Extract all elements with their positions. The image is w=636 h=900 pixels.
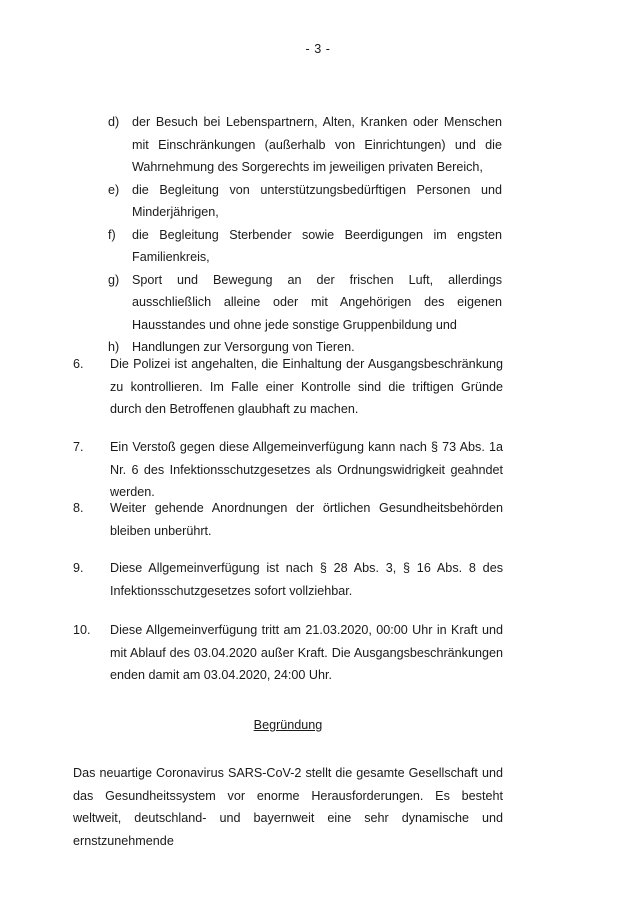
numbered-item [73, 497, 503, 542]
numbered-item [73, 436, 503, 504]
item-text: Diese Allgemeinverfügung tritt am 21.03.2020, 00:00 Uhr in Kraft und mit Ablauf des 03.04.2020 außer Kraft. Die Ausgangsbeschränkungen enden damit am 03.04.2020, 24:00 Uhr. [110, 623, 503, 682]
sub-item-text: die Begleitung Sterbender sowie Beerdigungen im engsten Familienkreis, [132, 227, 502, 264]
numbered-item [73, 557, 503, 602]
sub-item [108, 179, 502, 224]
item-number: 8. [73, 501, 84, 515]
numbered-item [73, 353, 503, 421]
body-paragraph: Das neuartige Coronavirus SARS-CoV-2 stellt die gesamte Gesellschaft und das Gesundheitssystem vor enorme Herausforderungen. Es besteht weltweit, deutschland- und bayernweit eine sehr dynamische und ernstzunehmende [73, 766, 503, 848]
sub-item-letter: f) [108, 227, 116, 242]
item-number: 9. [73, 561, 84, 575]
sub-item-text: Handlungen zur Versorgung von Tieren. [132, 340, 355, 354]
item-number: 6. [73, 357, 84, 371]
item-number: 10. [73, 623, 91, 637]
item-text: Diese Allgemeinverfügung ist nach § 28 Abs. 3, § 16 Abs. 8 des Infektionsschutzgesetzes sofort vollziehbar. [110, 561, 503, 598]
sub-item [108, 111, 502, 179]
sub-item [108, 224, 502, 269]
sub-item [108, 269, 502, 337]
sub-item-list [108, 111, 502, 359]
numbered-item [73, 619, 503, 687]
sub-item-letter: d) [108, 115, 120, 129]
sub-item-text: der Besuch bei Lebenspartnern, Alten, Kranken oder Menschen mit Einschränkungen (außerhalb von Einrichtungen) und die Wahrnehmung des Sorgerechts im jeweiligen privaten Bereich, [132, 115, 502, 174]
sub-item-text: die Begleitung von unterstützungsbedürftigen Personen und Minderjährigen, [132, 182, 502, 219]
item-number: 7. [73, 440, 84, 454]
item-text: Die Polizei ist angehalten, die Einhaltung der Ausgangsbeschränkung zu kontrollieren. Im Falle einer Kontrolle sind die triftigen Gründe durch den Betroffenen glaubhaft zu machen. [110, 357, 503, 416]
sub-item-text: Sport und Bewegung an der frischen Luft, allerdings ausschließlich alleine oder mit Angehörigen des eigenen Hausstandes und ohne jede sonstige Gruppenbildung und [132, 272, 502, 332]
section-heading: Begründung [253, 718, 323, 732]
sub-item-letter: h) [108, 340, 120, 354]
sub-item-letter: g) [108, 272, 120, 287]
sub-item-letter: e) [108, 182, 120, 197]
page-number: - 3 - [305, 42, 331, 56]
item-text: Ein Verstoß gegen diese Allgemeinverfügung kann nach § 73 Abs. 1a Nr. 6 des Infektionsschutzgesetzes als Ordnungswidrigkeit geahndet werden. [110, 440, 503, 499]
item-text: Weiter gehende Anordnungen der örtlichen Gesundheitsbehörden bleiben unberührt. [110, 501, 503, 538]
